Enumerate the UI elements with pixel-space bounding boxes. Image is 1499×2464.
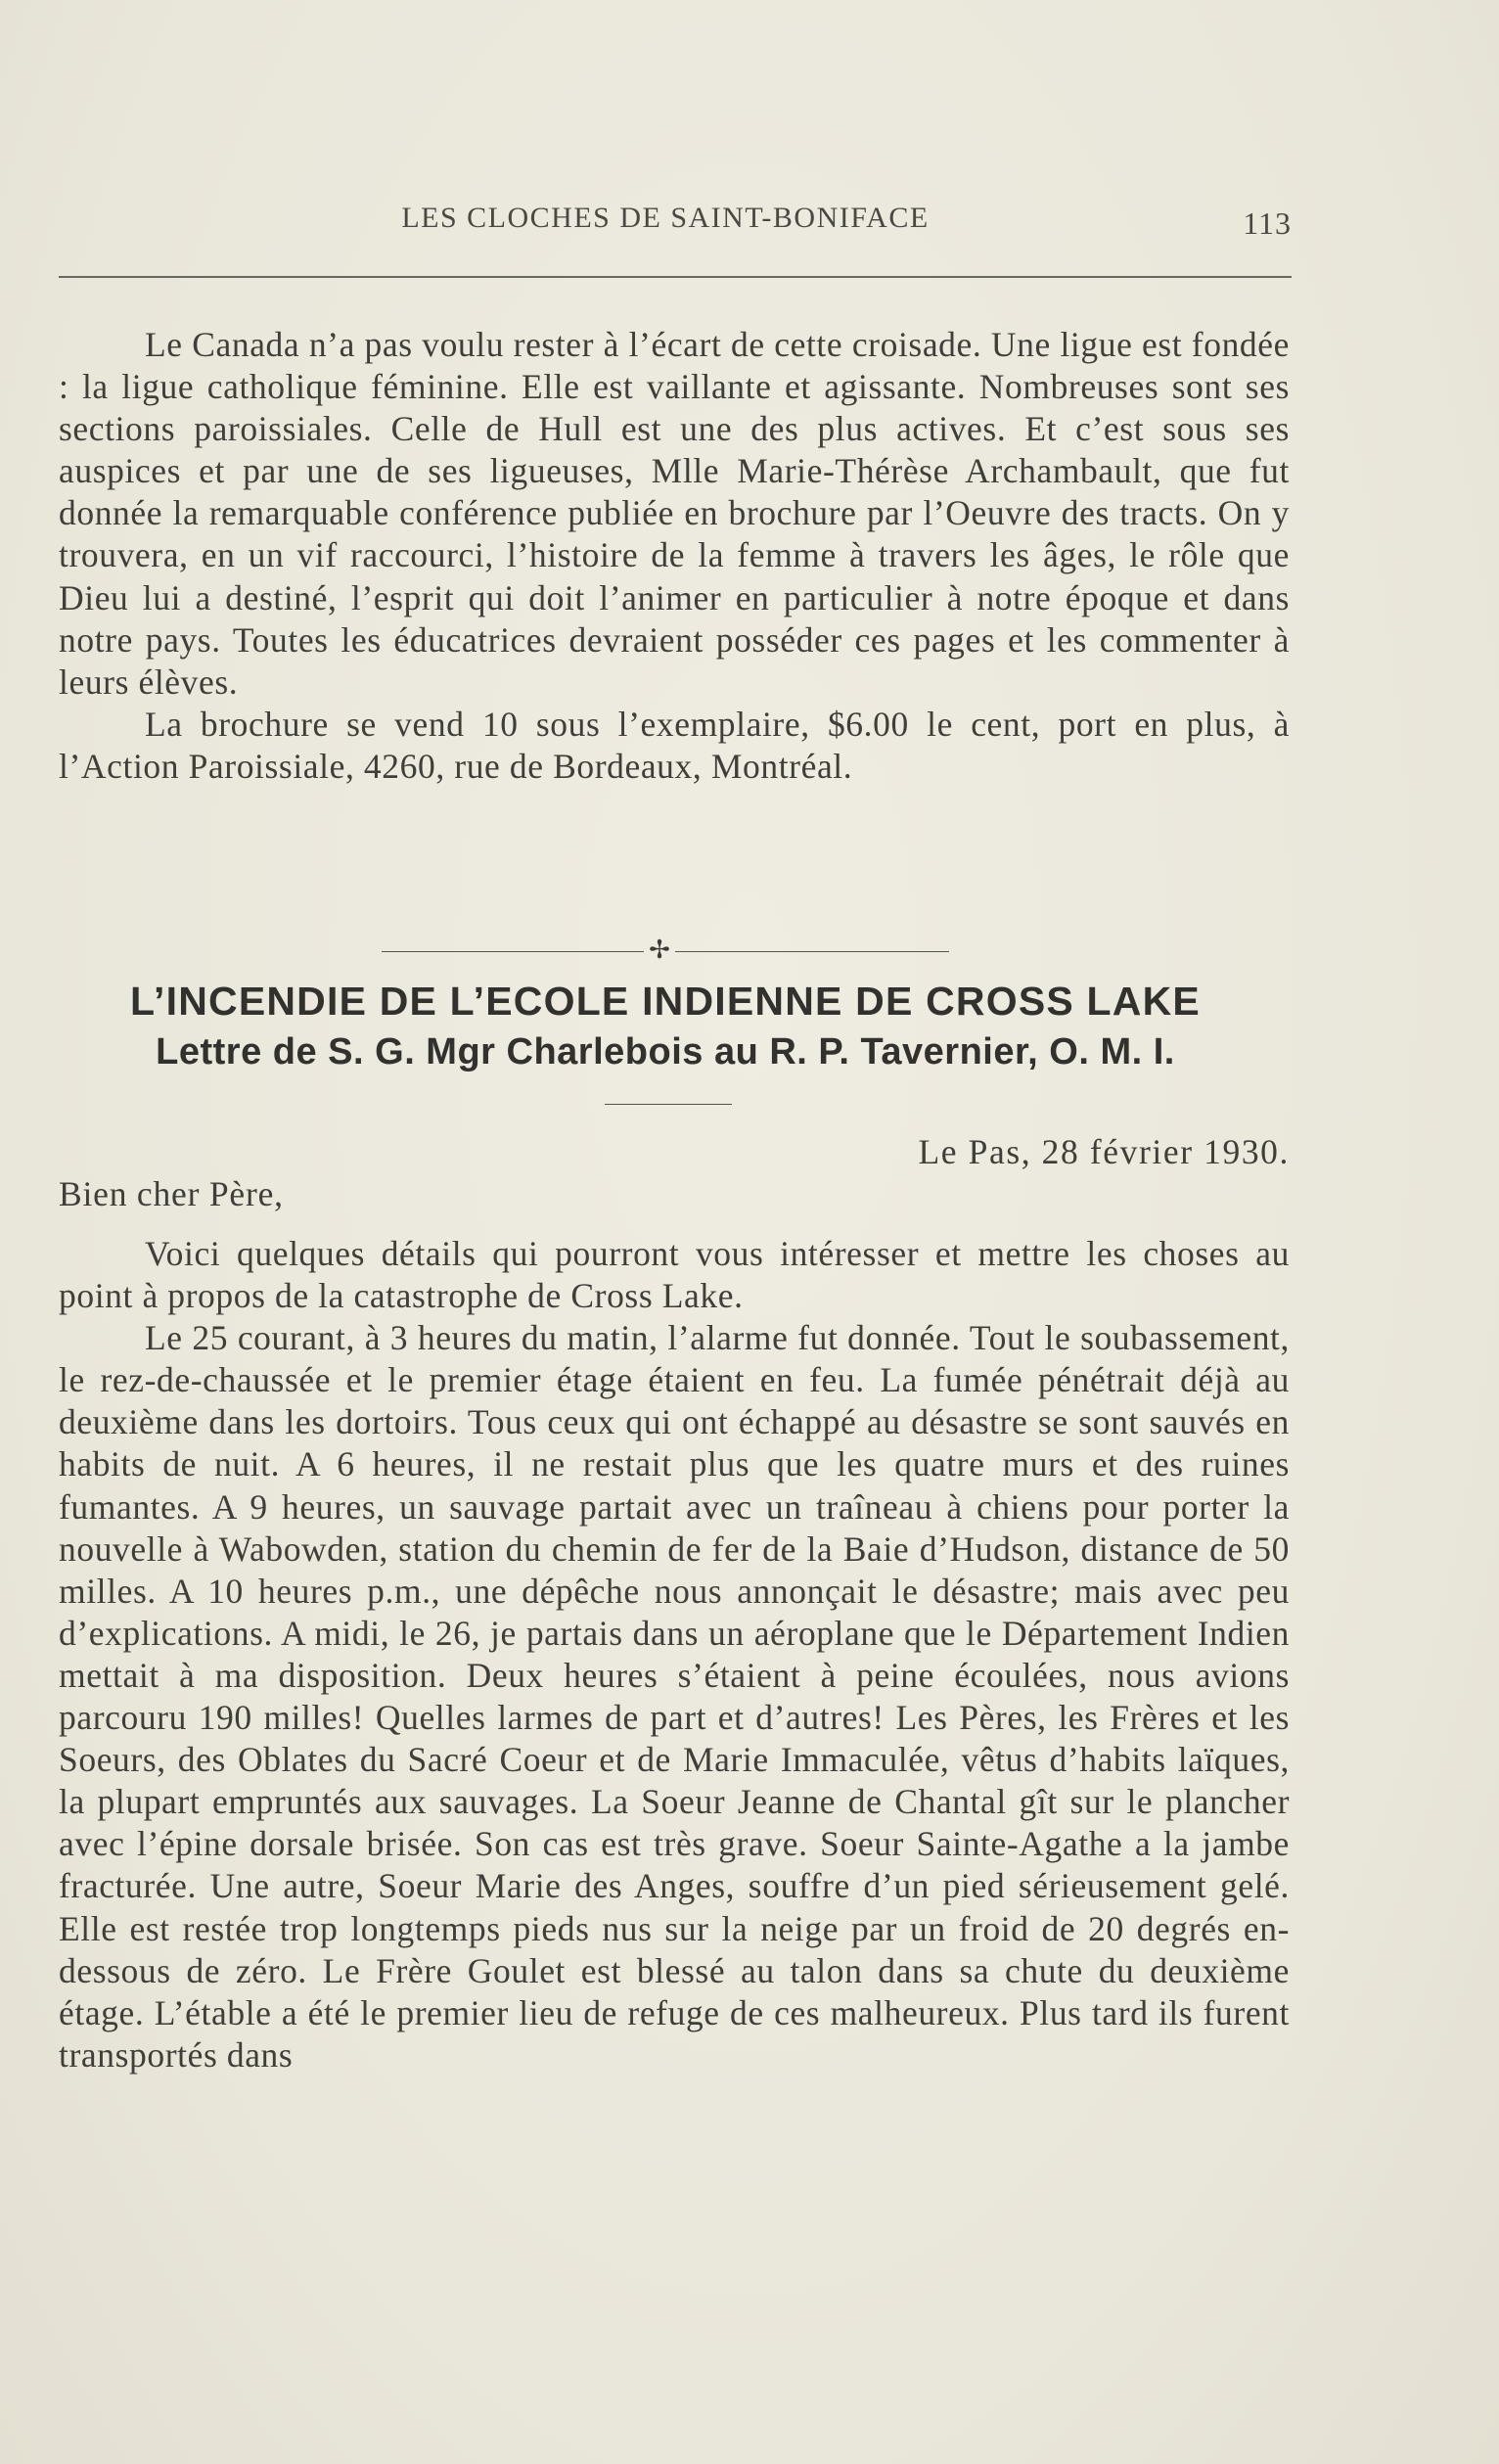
ornament-line-right xyxy=(675,951,949,952)
letter-paragraph: Le 25 courant, à 3 heures du matin, l’alarme fut donnée. Tout le soubassement, le rez-de-chaussée et le premier étage étaient en feu. La fumée pénétrait déjà au deuxième dans les dortoirs. Tous ceux qui ont échappé au désastre se sont sauvés en habits de nuit. A 6 heures, il ne restait plus que les quatre murs et des ruines fumantes. A 9 heures, un sauvage partait avec un traîneau à chiens pour porter la nouvelle à Wabowden, station du chemin de fer de la Baie d’Hudson, distance de 50 milles. A 10 heures p.m., une dépêche nous annonçait le désastre; mais avec peu d’explications. A midi, le 26, je partais dans un aéroplane que le Département Indien mettait à ma disposition. Deux heures s’étaient à peine écoulées, nous avions parcouru 190 milles! Quelles larmes de part et d’autres! Les Pères, les Frères et les Soeurs, des Oblates du Sacré Coeur et de Marie Immaculée, vêtus d’habits laïques, la plupart empruntés aux sauvages. La Soeur Jeanne de Chantal gît sur le plancher avec l’épine dorsale brisée. Son cas est très grave. Soeur Sainte-Agathe a la jambe fracturée. Une autre, Soeur Marie des Anges, souffre d’un pied sérieusement gelé. Elle est restée trop longtemps pieds nus sur la neige par un froid de 20 degrés en-dessous de zéro. Le Frère Goulet est blessé au talon dans sa chute du deuxième étage. L’étable a été le premier lieu de refuge de ces malheureux. Plus tard ils furent transportés dans xyxy=(59,1318,1290,2075)
letter-body xyxy=(59,1233,1290,2076)
letter-dateline: Le Pas, 28 février 1930. xyxy=(918,1132,1290,1171)
intro-paragraph: Le Canada n’a pas voulu rester à l’écart de cette croisade. Une ligue est fondée : la ligue catholique féminine. Elle est vaillante et agissante. Nombreuses sont ses sections paroissiales. Celle de Hull est une des plus actives. Et c’est sous ses auspices et par une de ses ligueuses, Mlle Marie-Thérèse Archambault, que fut donnée la remarquable conférence publiée en brochure par l’Oeuvre des tracts. On y trouvera, en un vif raccourci, l’histoire de la femme à travers les âges, le rôle que Dieu lui a destiné, l’esprit qui doit l’animer en particulier à notre époque et dans notre pays. Toutes les éducatrices devraient posséder ces pages et les commenter à leurs élèves. xyxy=(59,325,1290,702)
title-rule xyxy=(605,1104,732,1105)
article-title: L’INCENDIE DE L’ECOLE INDIENNE DE CROSS LAKE xyxy=(130,979,1201,1024)
section-ornament xyxy=(382,935,949,965)
running-head-title: LES CLOCHES DE SAINT-BONIFACE xyxy=(401,202,930,234)
letter-paragraph: Voici quelques détails qui pourront vous intéresser et mettre les choses au point à propos de la catastrophe de Cross Lake. xyxy=(59,1234,1290,1316)
intro-text xyxy=(59,324,1290,788)
cross-ornament-icon: ✢ xyxy=(649,935,670,965)
letter-salutation: Bien cher Père, xyxy=(59,1174,284,1213)
header-rule xyxy=(59,276,1292,278)
running-head xyxy=(0,202,1499,241)
intro-paragraph: La brochure se vend 10 sous l’exemplaire, $6.00 le cent, port en plus, à l’Action Paroissiale, 4260, rue de Bordeaux, Montréal. xyxy=(59,704,1290,786)
ornament-line-left xyxy=(382,951,644,952)
article-subtitle: Lettre de S. G. Mgr Charlebois au R. P. Tavernier, O. M. I. xyxy=(156,1031,1175,1072)
page-number: 113 xyxy=(1243,205,1292,241)
